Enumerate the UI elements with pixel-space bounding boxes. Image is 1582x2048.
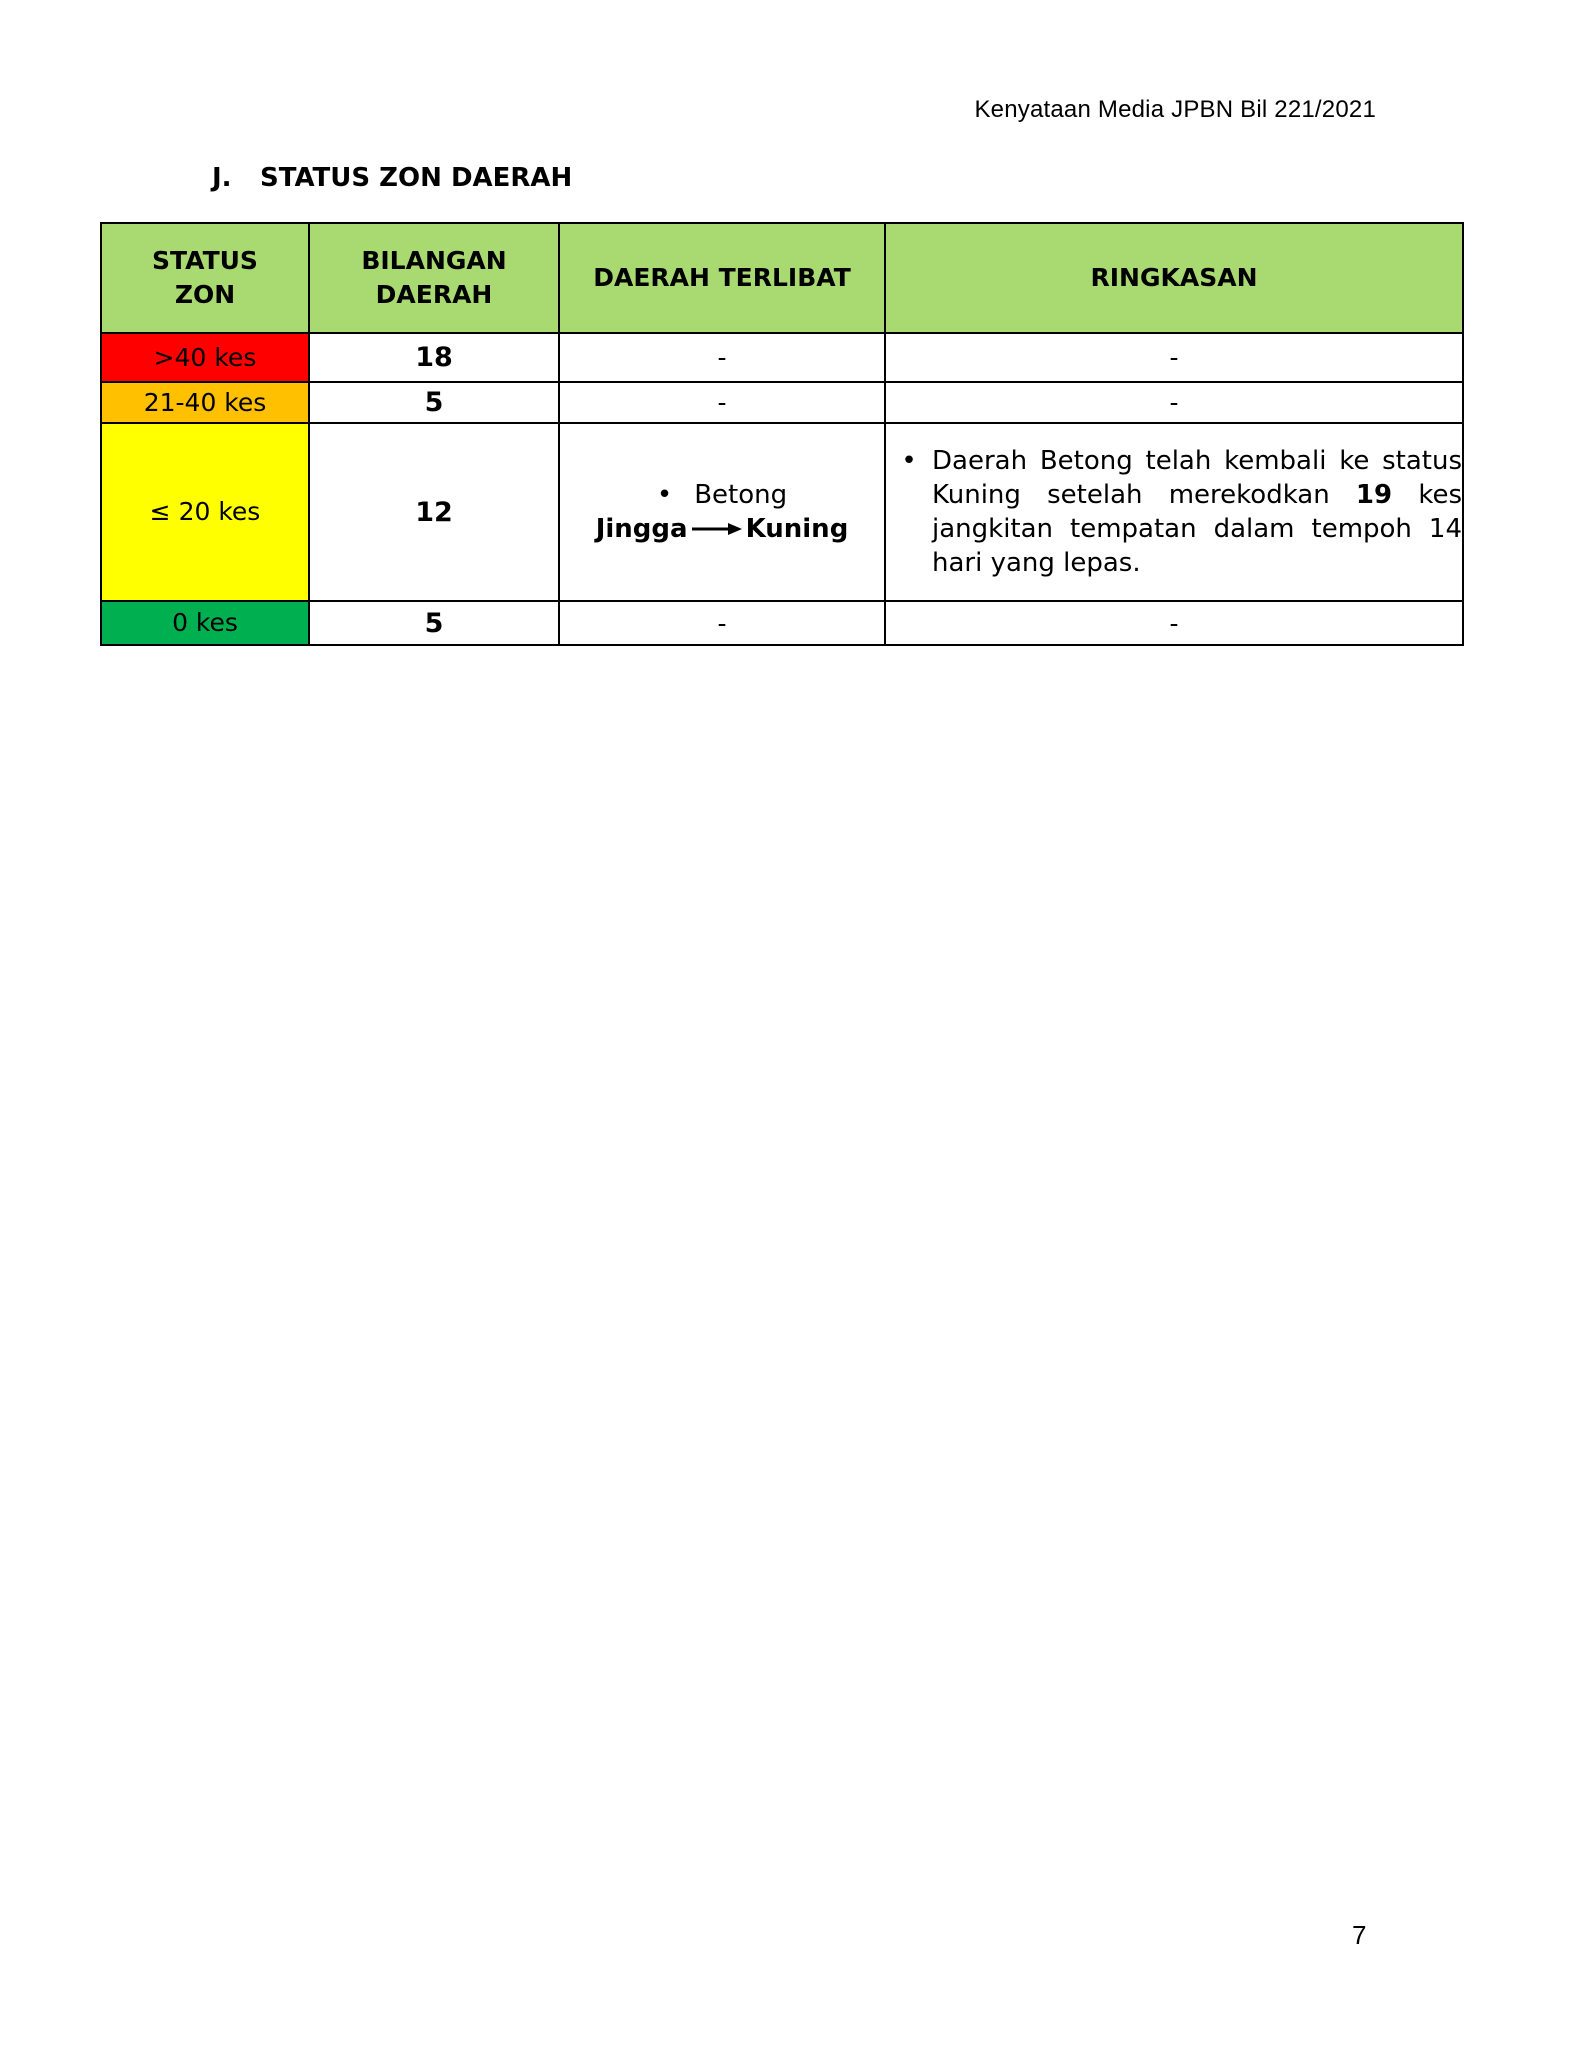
district-count-cell: 18 bbox=[309, 333, 559, 382]
section-number: J. bbox=[212, 163, 232, 193]
involved-district-cell: - bbox=[559, 601, 885, 645]
summary-list-item bbox=[886, 444, 1462, 580]
bullet-icon: • bbox=[901, 446, 917, 476]
district-count-cell: 5 bbox=[309, 601, 559, 645]
involved-district-item bbox=[560, 478, 884, 512]
table-row bbox=[101, 382, 1463, 423]
involved-district-cell: - bbox=[559, 333, 885, 382]
involved-district-cell bbox=[559, 423, 885, 601]
involved-district-name: Betong bbox=[694, 479, 788, 510]
district-count-cell: 12 bbox=[309, 423, 559, 601]
bullet-icon: • bbox=[656, 479, 673, 510]
transition-to: Kuning bbox=[745, 513, 849, 544]
table-header-row bbox=[101, 223, 1463, 333]
summary-text-start: Daerah Betong telah kembali ke status Kuning setelah merekodkan bbox=[932, 446, 1462, 510]
summary-text-end: kes jangkitan tempatan dalam tempoh 14 hari yang lepas. bbox=[932, 480, 1462, 578]
table-row bbox=[101, 601, 1463, 645]
zone-cell: 21-40 kes bbox=[101, 382, 309, 423]
table-row bbox=[101, 423, 1463, 601]
transition-from: Jingga bbox=[595, 513, 688, 544]
header-status-zon bbox=[101, 223, 309, 333]
header-bilangan-daerah bbox=[309, 223, 559, 333]
zone-cell: ≤ 20 kes bbox=[101, 423, 309, 601]
zone-transition bbox=[560, 512, 884, 547]
summary-case-count: 19 bbox=[1355, 480, 1393, 510]
summary-cell bbox=[885, 423, 1463, 601]
header-status-zon-label: STATUS ZON bbox=[152, 246, 258, 309]
zone-cell: >40 kes bbox=[101, 333, 309, 382]
document-reference: Kenyataan Media JPBN Bil 221/2021 bbox=[974, 96, 1376, 123]
header-bilangan-daerah-label: BILANGAN DAERAH bbox=[361, 246, 507, 309]
header-ringkasan: RINGKASAN bbox=[885, 223, 1463, 333]
involved-district-cell: - bbox=[559, 382, 885, 423]
summary-cell: - bbox=[885, 601, 1463, 645]
zone-cell: 0 kes bbox=[101, 601, 309, 645]
summary-cell: - bbox=[885, 382, 1463, 423]
table-row bbox=[101, 333, 1463, 382]
summary-cell: - bbox=[885, 333, 1463, 382]
summary-text bbox=[932, 444, 1462, 580]
district-count-cell: 5 bbox=[309, 382, 559, 423]
section-title: STATUS ZON DAERAH bbox=[260, 163, 573, 193]
arrow-right-icon bbox=[692, 512, 742, 546]
header-daerah-terlibat: DAERAH TERLIBAT bbox=[559, 223, 885, 333]
section-heading bbox=[212, 163, 572, 193]
page-number: 7 bbox=[1352, 1920, 1367, 1950]
zone-status-table bbox=[100, 222, 1464, 646]
